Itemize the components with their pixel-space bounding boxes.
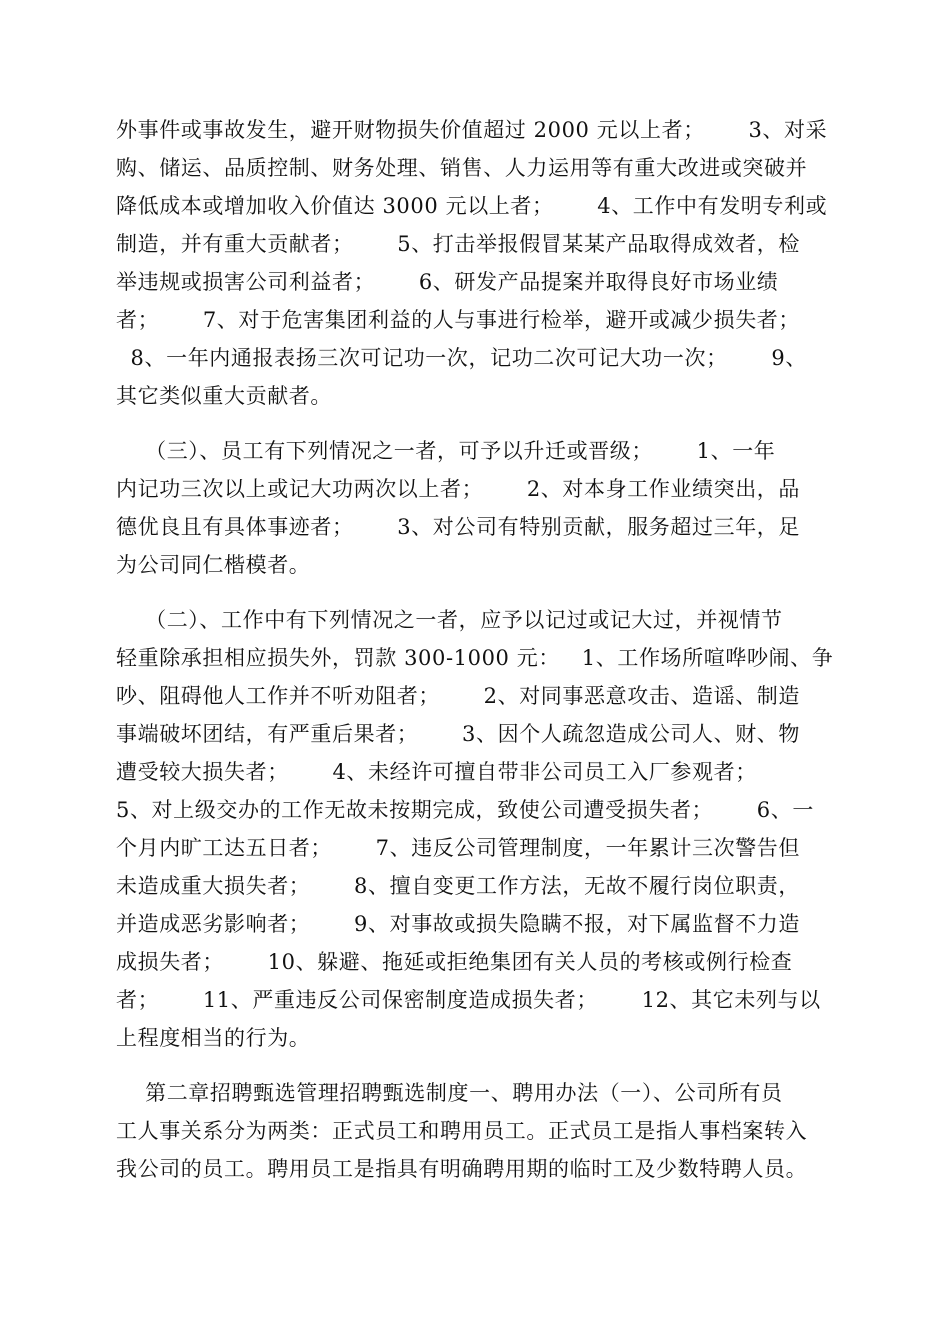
text-line: 举违规或损害公司利益者； 6、研发产品提案并取得良好市场业绩 — [116, 270, 779, 294]
text-line: 制造，并有重大贡献者； 5、打击举报假冒某某产品取得成效者，检 — [116, 232, 801, 256]
text-line: （三）、员工有下列情况之一者，可予以升迁或晋级； 1、一年 — [116, 439, 776, 463]
text-line: 我公司的员工。聘用员工是指具有明确聘用期的临时工及少数特聘人员。 — [116, 1157, 808, 1181]
text-line: 轻重除承担相应损失外，罚款 300-1000 元： 1、工作场所喧哗吵闹、争 — [116, 646, 834, 670]
text-line: 降低成本或增加收入价值达 3000 元以上者； 4、工作中有发明专利或 — [116, 194, 828, 218]
text-line: 个月内旷工达五日者； 7、违反公司管理制度，一年累计三次警告但 — [116, 836, 801, 860]
text-line: 其它类似重大贡献者。 — [116, 384, 332, 408]
text-line: （二）、工作中有下列情况之一者，应予以记过或记大过，并视情节 — [116, 608, 783, 632]
text-line: 并造成恶劣影响者； 9、对事故或损失隐瞒不报，对下属监督不力造 — [116, 912, 801, 936]
text-line: 者； 11、严重违反公司保密制度造成损失者； 12、其它未列与以 — [116, 988, 821, 1012]
text-line: 第二章招聘甄选管理招聘甄选制度一、聘用办法（一）、公司所有员 — [116, 1081, 783, 1105]
text-line: 未造成重大损失者； 8、擅自变更工作方法，无故不履行岗位职责， — [116, 874, 801, 898]
text-line: 成损失者； 10、躲避、拖延或拒绝集团有关人员的考核或例行检查 — [116, 950, 793, 974]
text-line: 德优良且有具体事迹者； 3、对公司有特别贡献，服务超过三年，足 — [116, 515, 801, 539]
text-line: 吵、阻碍他人工作并不听劝阻者； 2、对同事恶意攻击、造谣、制造 — [116, 684, 801, 708]
text-line: 为公司同仁楷模者。 — [116, 553, 311, 577]
text-line: 外事件或事故发生，避开财物损失价值超过 2000 元以上者； 3、对采 — [116, 118, 828, 142]
text-line: 遭受较大损失者； 4、未经许可擅自带非公司员工入厂参观者； — [116, 760, 757, 784]
text-line: 8、一年内通报表扬三次可记功一次，记功二次可记大功一次； 9、 — [116, 346, 807, 370]
text-line: 者； 7、对于危害集团利益的人与事进行检举，避开或减少损失者； — [116, 308, 801, 332]
text-line: 购、储运、品质控制、财务处理、销售、人力运用等有重大改进或突破并 — [116, 156, 808, 180]
text-line: 事端破坏团结，有严重后果者； 3、因个人疏忽造成公司人、财、物 — [116, 722, 801, 746]
text-line: 5、对上级交办的工作无故未按期完成，致使公司遭受损失者； 6、一 — [116, 798, 814, 822]
text-line: 上程度相当的行为。 — [116, 1026, 311, 1050]
text-line: 工人事关系分为两类：正式员工和聘用员工。正式员工是指人事档案转入 — [116, 1119, 808, 1143]
text-line: 内记功三次以上或记大功两次以上者； 2、对本身工作业绩突出，品 — [116, 477, 801, 501]
